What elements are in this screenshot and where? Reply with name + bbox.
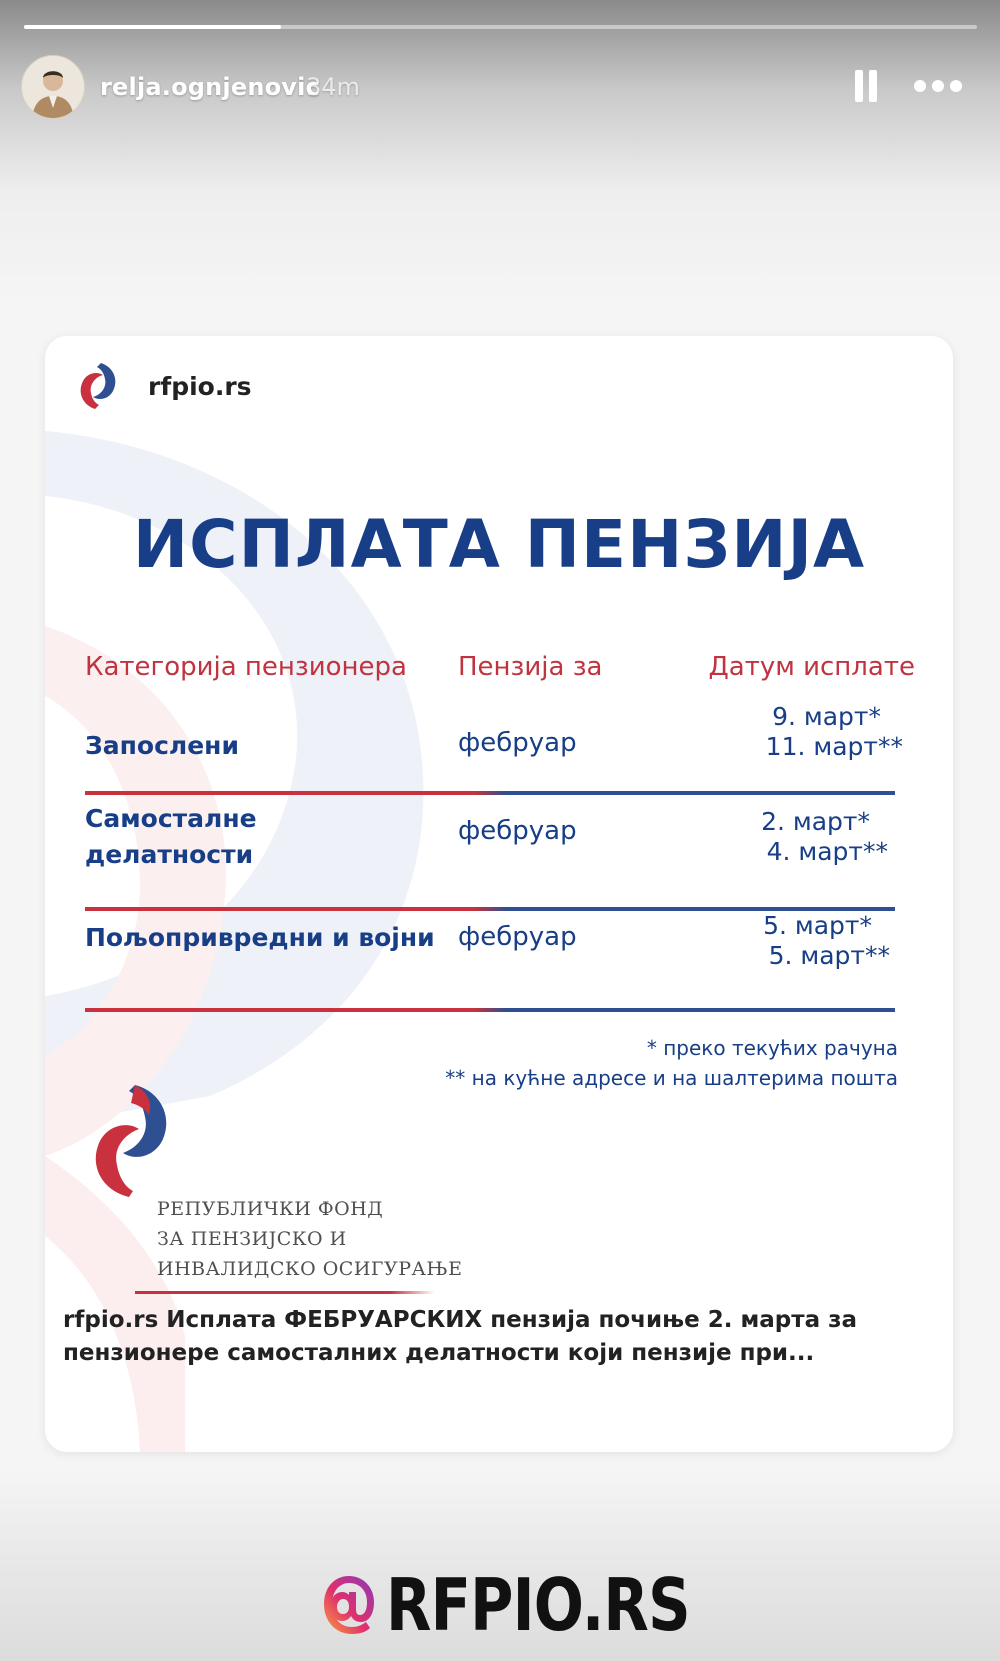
date-home-delivery: 11. март**: [765, 732, 903, 761]
pension-fund-logo: [85, 1081, 185, 1201]
date-home-delivery: 5. март**: [768, 941, 890, 970]
caption-text: Исплата ФЕБРУАРСКИХ пензија почиње 2. марта за пензионере самосталних делатности који пензије при...: [63, 1307, 858, 1366]
header-category: Категорија пензионера: [85, 652, 407, 682]
story-progress-bar: [24, 25, 977, 29]
row-separator: [85, 791, 895, 795]
caption-username[interactable]: rfpio.rs: [63, 1307, 159, 1333]
fund-underline: [135, 1291, 435, 1294]
row-month: фебруар: [458, 816, 577, 846]
post-caption: [63, 1304, 943, 1370]
story-progress-fill: [24, 25, 281, 29]
more-icon[interactable]: [914, 78, 964, 94]
row-date: [761, 807, 888, 867]
story-timestamp: 34m: [306, 73, 360, 101]
story-username[interactable]: relja.ognjenovic: [100, 73, 321, 101]
fund-line-1: РЕПУБЛИЧКИ ФОНД: [157, 1198, 384, 1220]
page-title: ИСПЛАТА ПЕНЗИЈА: [132, 506, 866, 583]
avatar-image: [22, 56, 84, 118]
footnote-home-delivery: ** на кућне адресе и на шалтерима пошта: [445, 1066, 898, 1090]
row-month: фебруар: [458, 922, 577, 952]
date-current-account: 9. март*: [772, 702, 881, 731]
pension-fund-name: [157, 1194, 463, 1284]
row-category: Пољопривредни и војни: [85, 923, 435, 952]
date-current-account: 5. март*: [763, 911, 872, 940]
fund-line-2: ЗА ПЕНЗИЈСКО И: [157, 1228, 347, 1250]
footnote-current-account: * преко текућих рачуна: [646, 1036, 898, 1060]
shared-post-card[interactable]: [45, 336, 953, 1452]
row-date: [763, 911, 890, 971]
row-category: Запослени: [85, 731, 239, 760]
header-pension-for: Пензија за: [458, 652, 603, 682]
row-category: Самосталне делатности: [85, 804, 257, 869]
site-name: rfpio.rs: [148, 372, 252, 401]
decorative-swirl: [45, 336, 953, 1452]
mention-sticker[interactable]: [320, 1560, 756, 1650]
header-payment-date: Датум исплате: [708, 652, 915, 682]
rfpio-site-logo: [75, 361, 121, 411]
date-current-account: 2. март*: [761, 807, 870, 836]
date-home-delivery: 4. март**: [766, 837, 888, 866]
pause-icon[interactable]: [855, 70, 879, 102]
avatar[interactable]: [21, 55, 85, 119]
row-separator: [85, 1008, 895, 1012]
row-month: фебруар: [458, 728, 577, 758]
instagram-mention-icon: [320, 1570, 378, 1640]
row-date: [766, 702, 903, 762]
mention-text: RFPIO.RS: [386, 1563, 690, 1647]
fund-line-3: ИНВАЛИДСКО ОСИГУРАЊЕ: [157, 1258, 463, 1280]
